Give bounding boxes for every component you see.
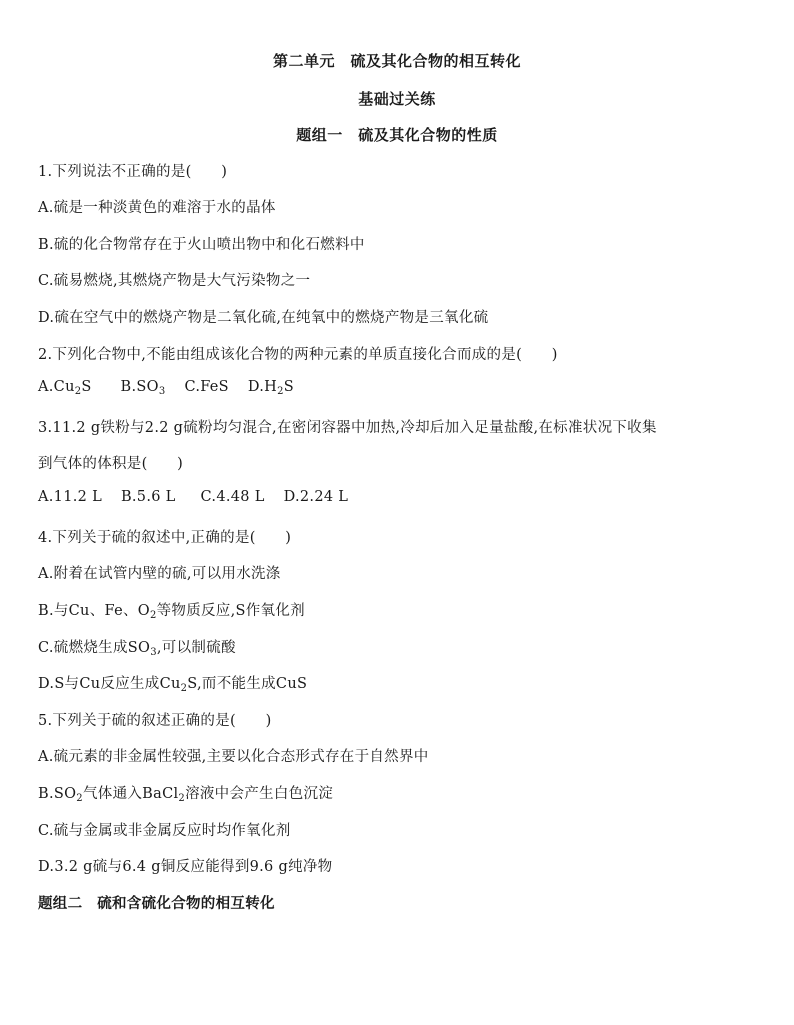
q3-option-c: C.4.48 L — [200, 489, 265, 505]
q4-option-b: B.与Cu、Fe、$O_2$等物质反应,S作氧化剂 — [38, 603, 305, 621]
q5-option-c: C.硫与金属或非金属反应时均作氧化剂 — [38, 823, 291, 839]
q3-stem-line1: 3.11.2 g铁粉与2.2 g硫粉均匀混合,在密闭容器中加热,冷却后加入足量盐酸,在标准状况下收集 — [38, 420, 657, 436]
q1-option-c: C.硫易燃烧,其燃烧产物是大气污染物之一 — [38, 273, 311, 289]
q4-stem: 4.下列关于硫的叙述中,正确的是( ) — [38, 530, 292, 546]
q5-stem: 5.下列关于硫的叙述正确的是( ) — [38, 713, 272, 729]
section-title: 基础过关练 — [358, 90, 436, 108]
q1-option-b: B.硫的化合物常存在于火山喷出物中和化石燃料中 — [38, 237, 365, 253]
q4-option-d: D.S与Cu反应生成$Cu_2S$,而不能生成CuS — [38, 676, 308, 694]
q1-option-a: A.硫是一种淡黄色的难溶于水的晶体 — [38, 200, 276, 216]
q1-option-d: D.硫在空气中的燃烧产物是二氧化硫,在纯氧中的燃烧产物是三氧化硫 — [38, 310, 489, 326]
q5-option-b: $B.SO_2$气体通入BaCl$_2$溶液中会产生白色沉淀 — [38, 786, 334, 804]
q5-option-d: D.3.2 g硫与6.4 g铜反应能得到9.6 g纯净物 — [38, 859, 333, 875]
q3-option-a: A.11.2 L — [38, 489, 103, 505]
q3-stem-line2: 到气体的体积是( ) — [38, 456, 184, 472]
q2-option-b: $B.SO_3$ — [120, 379, 166, 397]
q2-stem: 2.下列化合物中,不能由组成该化合物的两种元素的单质直接化合而成的是( ) — [38, 347, 558, 363]
group2-title: 题组二 硫和含硫化合物的相互转化 — [38, 895, 275, 912]
q3-options — [38, 489, 348, 505]
q4-option-a: A.附着在试管内壁的硫,可以用水洗涤 — [38, 566, 281, 582]
q2-option-d: $D.H_2S$ — [247, 379, 295, 397]
q4-option-c: C.硫燃烧生成$SO_3$,可以制硫酸 — [38, 640, 236, 658]
group1-title: 题组一 硫及其化合物的性质 — [296, 126, 498, 144]
q1-stem: 1.下列说法不正确的是( ) — [38, 164, 228, 180]
q5-option-a: A.硫元素的非金属性较强,主要以化合态形式存在于自然界中 — [38, 749, 429, 765]
q2-option-a: $A.Cu_2S$ — [38, 379, 92, 397]
q2-options — [38, 379, 294, 397]
q3-option-b: B.5.6 L — [120, 489, 176, 505]
unit-title: 第二单元 硫及其化合物的相互转化 — [272, 52, 521, 70]
q2-option-c: C.FeS — [184, 379, 229, 395]
q3-option-d: D.2.24 L — [283, 489, 349, 505]
